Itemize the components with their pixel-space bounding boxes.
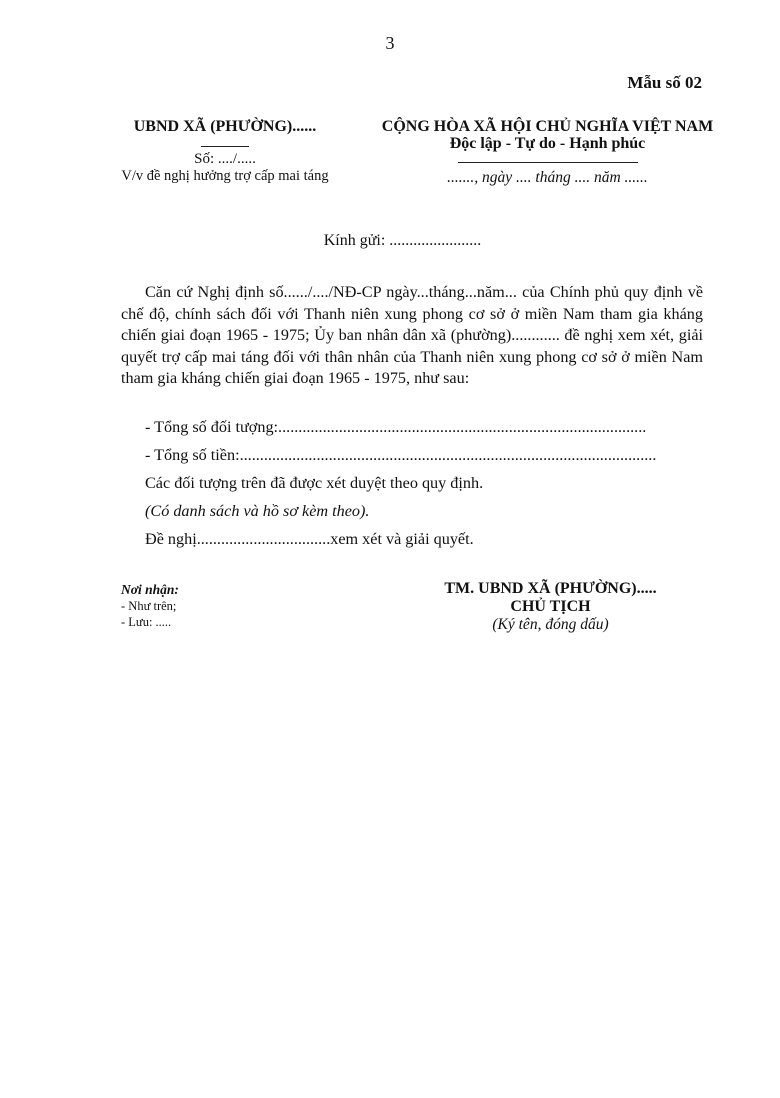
body-paragraph-block: [121, 282, 703, 390]
issuer-organization: UBND XÃ (PHƯỜNG)......: [133, 118, 317, 135]
total-subjects-line: - Tổng số đối tượng:...........................................................................................: [145, 418, 647, 436]
national-header: [360, 118, 735, 187]
motto-divider: [458, 162, 638, 163]
recipient-line: Kính gửi: .......................: [323, 232, 482, 249]
signature-note: (Ký tên, đóng dấu): [492, 616, 609, 633]
national-motto: Độc lập - Tự do - Hạnh phúc: [449, 135, 646, 152]
issuer-block: [100, 118, 350, 185]
signature-organization: TM. UBND XÃ (PHƯỜNG).....: [444, 580, 657, 597]
nation-title: CỘNG HÒA XÃ HỘI CHỦ NGHĨA VIỆT NAM: [381, 118, 714, 135]
request-line: Đề nghị.................................xem xét và giải quyết.: [145, 530, 474, 548]
receiver-item: - Lưu: .....: [121, 615, 172, 629]
receivers-block: [121, 582, 179, 630]
receivers-title: Nơi nhận:: [121, 582, 179, 597]
document-number: Số: ..../.....: [194, 151, 256, 167]
receiver-item: - Như trên;: [121, 599, 177, 613]
body-paragraph: Căn cứ Nghị định số....../..../NĐ-CP ngày...tháng...năm... của Chính phủ quy định về chế độ, chính sách đối với Thanh niên xung phong cơ sở ở miền Nam tham gia kháng chiến giai đoạn 1965 - 1975; Ủy ban nhân dân xã (phường)............ đề nghị xem xét, giải quyết trợ cấp mai táng đối với thân nhân của Thanh niên xung phong cơ sở ở miền Nam tham gia kháng chiến giai đoạn 1965 - 1975, như sau:: [121, 283, 703, 387]
signature-role: CHỦ TỊCH: [510, 598, 591, 615]
issuer-divider: [201, 146, 249, 147]
place-date: ......., ngày .... tháng .... năm ......: [447, 169, 648, 186]
approved-note: Các đối tượng trên đã được xét duyệt theo quy định.: [145, 474, 484, 492]
total-amount-line: - Tổng số tiền:.......................................................................................................: [145, 446, 657, 464]
document-subject: V/v đề nghị hưởng trợ cấp mai táng: [121, 168, 329, 184]
signature-block: [398, 580, 703, 634]
attachment-note: (Có danh sách và hồ sơ kèm theo).: [145, 502, 370, 520]
page-number: 3: [385, 33, 395, 53]
form-number: Mẫu số 02: [627, 73, 702, 92]
